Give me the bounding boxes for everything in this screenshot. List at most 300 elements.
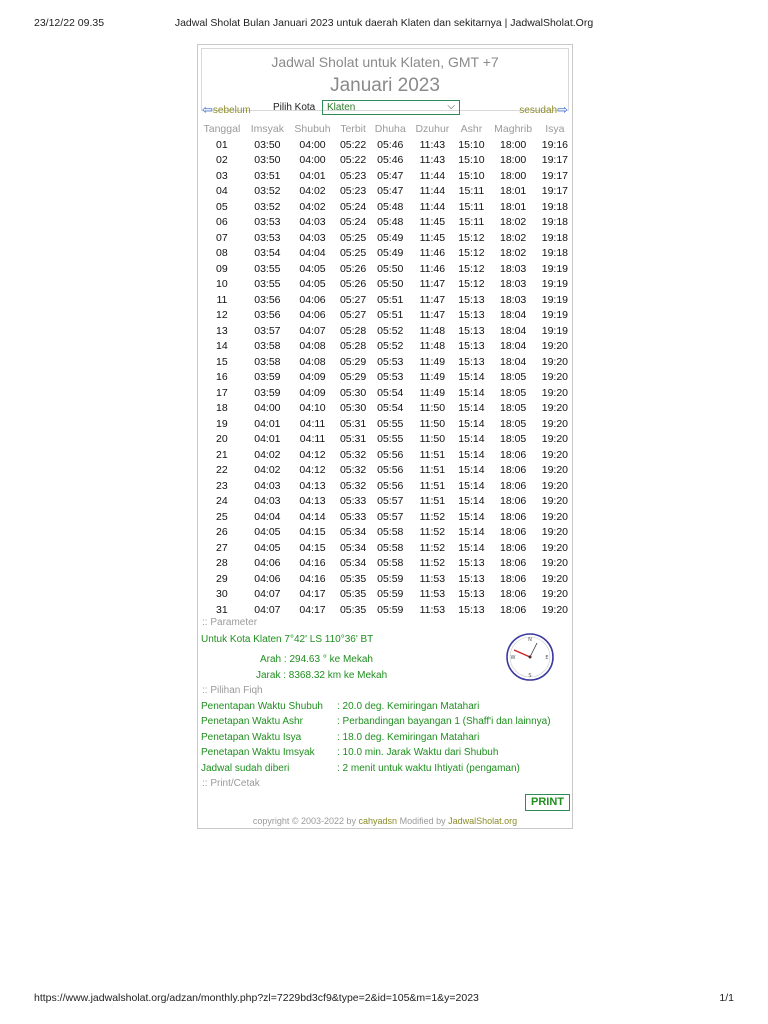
- table-cell: 11:52: [419, 526, 446, 539]
- table-cell: 15:13: [458, 557, 485, 570]
- table-cell: 15:14: [458, 448, 485, 461]
- table-cell: 15:12: [458, 262, 485, 275]
- table-cell: 03:59: [254, 371, 281, 384]
- table-row: [198, 277, 572, 293]
- table-cell: 04:13: [299, 495, 326, 508]
- table-cell: 15:13: [458, 572, 485, 585]
- table-cell: 04:02: [299, 200, 326, 213]
- table-row: [198, 509, 572, 525]
- table-cell: 19:18: [541, 247, 569, 260]
- table-cell: 11:52: [419, 510, 446, 523]
- table-cell: 14: [216, 340, 228, 353]
- table-cell: 19:17: [541, 185, 569, 198]
- table-cell: 05:50: [377, 278, 404, 291]
- table-cell: 18:06: [500, 479, 527, 492]
- table-cell: 11:50: [419, 433, 446, 446]
- table-cell: 05:51: [377, 293, 404, 306]
- table-cell: 05:23: [339, 169, 367, 182]
- table-cell: 15: [216, 355, 228, 368]
- table-cell: 04:17: [299, 588, 326, 601]
- table-cell: 15:11: [458, 200, 485, 213]
- table-cell: 04:03: [299, 216, 326, 229]
- table-cell: 11:51: [419, 495, 446, 508]
- table-cell: 04:07: [299, 324, 326, 337]
- table-cell: 03:59: [254, 386, 281, 399]
- table-cell: 04:02: [299, 185, 326, 198]
- table-row: [198, 478, 572, 494]
- table-cell: 05:56: [377, 464, 404, 477]
- table-cell: 05:32: [339, 464, 367, 477]
- table-cell: 11:47: [419, 309, 446, 322]
- table-cell: 10: [216, 278, 228, 291]
- table-cell: 15:13: [458, 324, 485, 337]
- copyright: [198, 816, 572, 826]
- table-row: [198, 168, 572, 184]
- table-cell: 11:53: [419, 603, 446, 616]
- table-cell: 19:20: [541, 541, 569, 554]
- table-cell: 19: [216, 417, 228, 430]
- table-cell: 19:20: [541, 464, 569, 477]
- table-cell: 03: [216, 169, 228, 182]
- table-cell: 18:06: [500, 510, 527, 523]
- table-cell: 06: [216, 216, 228, 229]
- site-link[interactable]: JadwalSholat.org: [448, 816, 518, 826]
- table-cell: 19:20: [541, 603, 569, 616]
- copyright-prefix: copyright © 2003-2022 by: [252, 816, 357, 826]
- table-cell: 19:20: [541, 572, 569, 585]
- table-cell: 19:19: [541, 324, 569, 337]
- table-cell: 03:55: [254, 262, 281, 275]
- table-cell: 11:46: [419, 247, 446, 260]
- table-cell: 18:06: [500, 526, 527, 539]
- table-cell: 05:23: [339, 185, 367, 198]
- table-cell: 18:04: [500, 324, 527, 337]
- table-cell: 19:20: [541, 386, 569, 399]
- table-cell: 05:47: [377, 169, 404, 182]
- table-cell: 15:13: [458, 309, 485, 322]
- table-cell: 15:14: [458, 510, 485, 523]
- table-cell: 18:06: [500, 495, 527, 508]
- table-cell: 18:05: [500, 371, 527, 384]
- column-header: Ashr: [460, 123, 483, 135]
- table-cell: 18:05: [500, 417, 527, 430]
- table-cell: 15:14: [458, 464, 485, 477]
- table-cell: 15:14: [458, 402, 485, 415]
- table-cell: 11:43: [419, 154, 446, 167]
- table-cell: 07: [216, 231, 228, 244]
- table-cell: 15:12: [458, 278, 485, 291]
- table-cell: 05:56: [377, 479, 404, 492]
- table-cell: 03:57: [254, 324, 281, 337]
- table-cell: 19:20: [541, 340, 569, 353]
- table-cell: 26: [216, 526, 228, 539]
- table-cell: 05:50: [377, 262, 404, 275]
- table-cell: 19:20: [541, 557, 569, 570]
- table-cell: 19:20: [541, 495, 569, 508]
- table-cell: 28: [216, 557, 228, 570]
- table-cell: 19:16: [541, 138, 569, 151]
- table-row: [198, 215, 572, 231]
- table-cell: 11:44: [419, 185, 446, 198]
- table-cell: 15:12: [458, 231, 485, 244]
- fiqh-value: : 18.0 deg. Kemiringan Matahari: [337, 732, 480, 743]
- table-cell: 11:44: [419, 200, 446, 213]
- table-cell: 05:46: [377, 154, 404, 167]
- table-cell: 05:27: [339, 293, 367, 306]
- compass-s: S: [528, 673, 532, 679]
- column-header: Maghrib: [494, 123, 533, 135]
- table-row: [198, 370, 572, 386]
- table-cell: 05:35: [339, 603, 367, 616]
- table-cell: 27: [216, 541, 228, 554]
- table-cell: 19:19: [541, 278, 569, 291]
- table-cell: 13: [216, 324, 228, 337]
- table-row: [198, 246, 572, 262]
- print-page-number: 1/1: [719, 992, 734, 1004]
- compass-e: E: [545, 655, 549, 661]
- table-row: [198, 447, 572, 463]
- table-cell: 04:09: [299, 371, 326, 384]
- table-cell: 02: [216, 154, 228, 167]
- column-header: Terbit: [340, 123, 366, 135]
- table-row: [198, 385, 572, 401]
- table-cell: 05:22: [339, 154, 367, 167]
- table-cell: 05:47: [377, 185, 404, 198]
- table-cell: 11:46: [419, 262, 446, 275]
- table-cell: 11:53: [419, 572, 446, 585]
- table-cell: 05:54: [377, 386, 404, 399]
- schedule-box: [197, 44, 573, 829]
- table-cell: 19:18: [541, 231, 569, 244]
- table-cell: 18:06: [500, 588, 527, 601]
- table-cell: 05:29: [339, 355, 367, 368]
- table-cell: 05:32: [339, 448, 367, 461]
- table-row: [198, 587, 572, 603]
- table-cell: 18:05: [500, 386, 527, 399]
- table-cell: 03:54: [254, 247, 281, 260]
- table-cell: 18:00: [500, 138, 527, 151]
- table-cell: 19:20: [541, 433, 569, 446]
- fiqh-value: : 2 menit untuk waktu Ihtiyati (pengaman): [337, 763, 520, 774]
- prev-label: sebelum: [212, 105, 251, 116]
- table-cell: 15:14: [458, 541, 485, 554]
- table-cell: 19:20: [541, 371, 569, 384]
- print-section-label: :: Print/Cetak: [202, 778, 260, 789]
- table-cell: 20: [216, 433, 228, 446]
- table-cell: 11:48: [419, 324, 446, 337]
- arrow-left-icon: ⇦: [202, 102, 213, 117]
- fiqh-value: : 10.0 min. Jarak Waktu dari Shubuh: [337, 747, 499, 758]
- table-cell: 05:24: [339, 200, 367, 213]
- month-title: Januari 2023: [330, 75, 440, 96]
- arah-text: Arah : 294.63 ° ke Mekah: [260, 654, 373, 665]
- table-cell: 05:26: [339, 278, 367, 291]
- table-cell: 15:10: [458, 154, 485, 167]
- table-cell: 03:58: [254, 355, 281, 368]
- column-header: Isya: [545, 123, 565, 135]
- table-row: [198, 292, 572, 308]
- table-cell: 04:03: [299, 231, 326, 244]
- table-cell: 17: [216, 386, 228, 399]
- table-cell: 29: [216, 572, 228, 585]
- table-cell: 19:19: [541, 309, 569, 322]
- table-cell: 11:51: [419, 464, 446, 477]
- table-cell: 11:52: [419, 557, 446, 570]
- table-cell: 04:03: [254, 495, 281, 508]
- table-cell: 19:20: [541, 479, 569, 492]
- table-cell: 08: [216, 247, 228, 260]
- table-cell: 18:06: [500, 603, 527, 616]
- table-cell: 05:49: [377, 231, 404, 244]
- copyright-mid: Modified by: [399, 816, 446, 826]
- table-cell: 03:53: [254, 231, 281, 244]
- table-cell: 15:14: [458, 526, 485, 539]
- table-cell: 30: [216, 588, 228, 601]
- fiqh-key: Penentapan Waktu Shubuh: [201, 701, 323, 712]
- table-cell: 16: [216, 371, 228, 384]
- table-cell: 05:56: [377, 448, 404, 461]
- table-cell: 05:49: [377, 247, 404, 260]
- table-cell: 04:05: [299, 278, 326, 291]
- table-cell: 05:58: [377, 557, 404, 570]
- table-header-row: [198, 121, 572, 137]
- table-cell: 18:02: [500, 247, 527, 260]
- table-cell: 05:35: [339, 572, 367, 585]
- fiqh-label: :: Pilihan Fiqh: [202, 685, 263, 696]
- table-row: [198, 602, 572, 618]
- table-cell: 11:51: [419, 479, 446, 492]
- table-cell: 15:14: [458, 495, 485, 508]
- table-cell: 18:04: [500, 340, 527, 353]
- table-cell: 04:11: [299, 433, 326, 446]
- table-cell: 03:50: [254, 138, 281, 151]
- table-row: [198, 432, 572, 448]
- prev-month-link[interactable]: [202, 102, 251, 118]
- table-cell: 04:12: [299, 464, 326, 477]
- print-url: https://www.jadwalsholat.org/adzan/monthly.php?zl=7229bd3cf9&type=2&id=105&m=1&y=2023: [34, 992, 479, 1004]
- table-cell: 05: [216, 200, 228, 213]
- table-cell: 11:49: [419, 355, 446, 368]
- table-cell: 11:45: [419, 231, 446, 244]
- arrow-right-icon: ⇨: [557, 102, 568, 117]
- location-text: Untuk Kota Klaten 7°42' LS 110°36' BT: [201, 634, 374, 645]
- print-datetime: 23/12/22 09.35: [34, 17, 105, 29]
- table-row: [198, 308, 572, 324]
- table-cell: 04:00: [254, 402, 281, 415]
- table-cell: 04:03: [254, 479, 281, 492]
- table-cell: 18:00: [500, 154, 527, 167]
- table-cell: 15:14: [458, 371, 485, 384]
- table-cell: 04:01: [254, 417, 281, 430]
- fiqh-key: Jadwal sudah diberi: [201, 763, 290, 774]
- table-cell: 19:18: [541, 216, 569, 229]
- compass-n: N: [528, 637, 532, 643]
- city-label: Pilih Kota: [273, 102, 316, 113]
- table-cell: 18:06: [500, 572, 527, 585]
- table-cell: 04:07: [254, 588, 281, 601]
- table-cell: 11:44: [419, 169, 446, 182]
- table-cell: 21: [216, 448, 228, 461]
- table-row: [198, 184, 572, 200]
- table-body: [198, 137, 572, 618]
- table-cell: 11:43: [419, 138, 446, 151]
- table-cell: 04:11: [299, 417, 326, 430]
- table-cell: 19:20: [541, 402, 569, 415]
- table-cell: 05:55: [377, 433, 404, 446]
- table-cell: 11:48: [419, 340, 446, 353]
- table-cell: 04:06: [254, 557, 281, 570]
- table-cell: 03:52: [254, 200, 281, 213]
- table-cell: 31: [216, 603, 228, 616]
- table-cell: 18:00: [500, 169, 527, 182]
- table-cell: 05:33: [339, 495, 367, 508]
- table-cell: 05:58: [377, 541, 404, 554]
- table-cell: 04:07: [254, 603, 281, 616]
- column-header: Dhuha: [374, 123, 406, 135]
- compass-w: W: [510, 655, 516, 661]
- table-cell: 15:13: [458, 340, 485, 353]
- table-cell: 05:59: [377, 572, 404, 585]
- table-cell: 04:01: [254, 433, 281, 446]
- table-cell: 15:12: [458, 247, 485, 260]
- table-cell: 15:14: [458, 417, 485, 430]
- table-cell: 04:14: [299, 510, 326, 523]
- table-cell: 05:32: [339, 479, 367, 492]
- table-row: [198, 556, 572, 572]
- column-header: Dzuhur: [415, 123, 450, 135]
- table-cell: 05:54: [377, 402, 404, 415]
- table-cell: 18:04: [500, 355, 527, 368]
- table-cell: 03:51: [254, 169, 281, 182]
- table-cell: 05:28: [339, 324, 367, 337]
- table-cell: 19:20: [541, 448, 569, 461]
- table-cell: 04:08: [299, 340, 326, 353]
- table-cell: 11:50: [419, 417, 446, 430]
- table-cell: 15:11: [458, 216, 485, 229]
- table-cell: 04: [216, 185, 228, 198]
- table-cell: 04:06: [299, 309, 326, 322]
- table-cell: 19:19: [541, 262, 569, 275]
- table-cell: 11:49: [419, 386, 446, 399]
- table-cell: 05:31: [339, 417, 367, 430]
- table-cell: 05:35: [339, 588, 367, 601]
- column-header: Imsyak: [250, 123, 285, 135]
- table-cell: 05:27: [339, 309, 367, 322]
- table-cell: 01: [216, 138, 228, 151]
- table-cell: 05:57: [377, 495, 404, 508]
- table-cell: 04:06: [254, 572, 281, 585]
- table-cell: 05:25: [339, 231, 367, 244]
- month-nav: [202, 100, 568, 118]
- table-cell: 05:53: [377, 355, 404, 368]
- table-cell: 03:52: [254, 185, 281, 198]
- table-cell: 18:03: [500, 293, 527, 306]
- city-value: Klaten: [327, 102, 356, 113]
- table-cell: 05:52: [377, 324, 404, 337]
- table-row: [198, 494, 572, 510]
- table-cell: 15:11: [458, 185, 485, 198]
- fiqh-key: Penetapan Waktu Ashr: [201, 716, 303, 727]
- table-cell: 05:30: [339, 386, 367, 399]
- column-header: Shubuh: [294, 123, 331, 135]
- table-cell: 11:47: [419, 278, 446, 291]
- table-cell: 15:10: [458, 138, 485, 151]
- parameter-label: :: Parameter: [202, 617, 258, 628]
- table-row: [198, 261, 572, 277]
- table-row: [198, 230, 572, 246]
- table-cell: 11:47: [419, 293, 446, 306]
- table-cell: 11:49: [419, 371, 446, 384]
- table-cell: 04:16: [299, 572, 326, 585]
- table-cell: 05:28: [339, 340, 367, 353]
- compass-icon: [505, 632, 555, 682]
- table-cell: 18:06: [500, 541, 527, 554]
- print-button[interactable]: PRINT: [525, 794, 570, 811]
- table-cell: 04:01: [299, 169, 326, 182]
- table-row: [198, 463, 572, 479]
- table-cell: 04:00: [299, 154, 326, 167]
- table-cell: 18:04: [500, 309, 527, 322]
- table-row: [198, 571, 572, 587]
- table-cell: 18:02: [500, 216, 527, 229]
- table-cell: 25: [216, 510, 228, 523]
- table-cell: 18:03: [500, 262, 527, 275]
- table-cell: 11:52: [419, 541, 446, 554]
- table-cell: 18:02: [500, 231, 527, 244]
- table-cell: 04:05: [254, 541, 281, 554]
- table-cell: 18:01: [500, 185, 527, 198]
- table-cell: 12: [216, 309, 228, 322]
- table-cell: 05:30: [339, 402, 367, 415]
- table-cell: 04:12: [299, 448, 326, 461]
- table-cell: 05:26: [339, 262, 367, 275]
- table-cell: 04:00: [299, 138, 326, 151]
- table-cell: 15:13: [458, 355, 485, 368]
- table-cell: 24: [216, 495, 228, 508]
- table-row: [198, 137, 572, 153]
- table-cell: 04:16: [299, 557, 326, 570]
- fiqh-key: Penetapan Waktu Isya: [201, 732, 302, 743]
- prayer-table: [198, 121, 572, 618]
- table-cell: 05:51: [377, 309, 404, 322]
- table-cell: 18:03: [500, 278, 527, 291]
- table-cell: 19:20: [541, 510, 569, 523]
- table-cell: 04:10: [299, 402, 326, 415]
- print-title: Jadwal Sholat Bulan Januari 2023 untuk daerah Klaten dan sekitarnya | JadwalSholat.Org: [174, 17, 594, 29]
- table-cell: 04:02: [254, 448, 281, 461]
- column-header: Tanggal: [203, 123, 241, 135]
- city-select[interactable]: [322, 100, 460, 115]
- table-cell: 04:02: [254, 464, 281, 477]
- table-cell: 04:17: [299, 603, 326, 616]
- table-cell: 18:06: [500, 464, 527, 477]
- table-cell: 18:05: [500, 433, 527, 446]
- table-cell: 03:55: [254, 278, 281, 291]
- table-cell: 19:17: [541, 154, 569, 167]
- table-cell: 05:25: [339, 247, 367, 260]
- next-month-link[interactable]: [519, 102, 568, 118]
- table-cell: 19:20: [541, 526, 569, 539]
- page-title: Jadwal Sholat untuk Klaten, GMT +7: [271, 54, 499, 70]
- table-cell: 05:34: [339, 557, 367, 570]
- table-cell: 11: [216, 293, 228, 306]
- table-cell: 05:52: [377, 340, 404, 353]
- chevron-down-icon: ⌵: [447, 101, 455, 112]
- table-cell: 03:56: [254, 293, 281, 306]
- author-link[interactable]: cahyadsn: [358, 816, 398, 826]
- table-cell: 03:50: [254, 154, 281, 167]
- table-cell: 11:53: [419, 588, 446, 601]
